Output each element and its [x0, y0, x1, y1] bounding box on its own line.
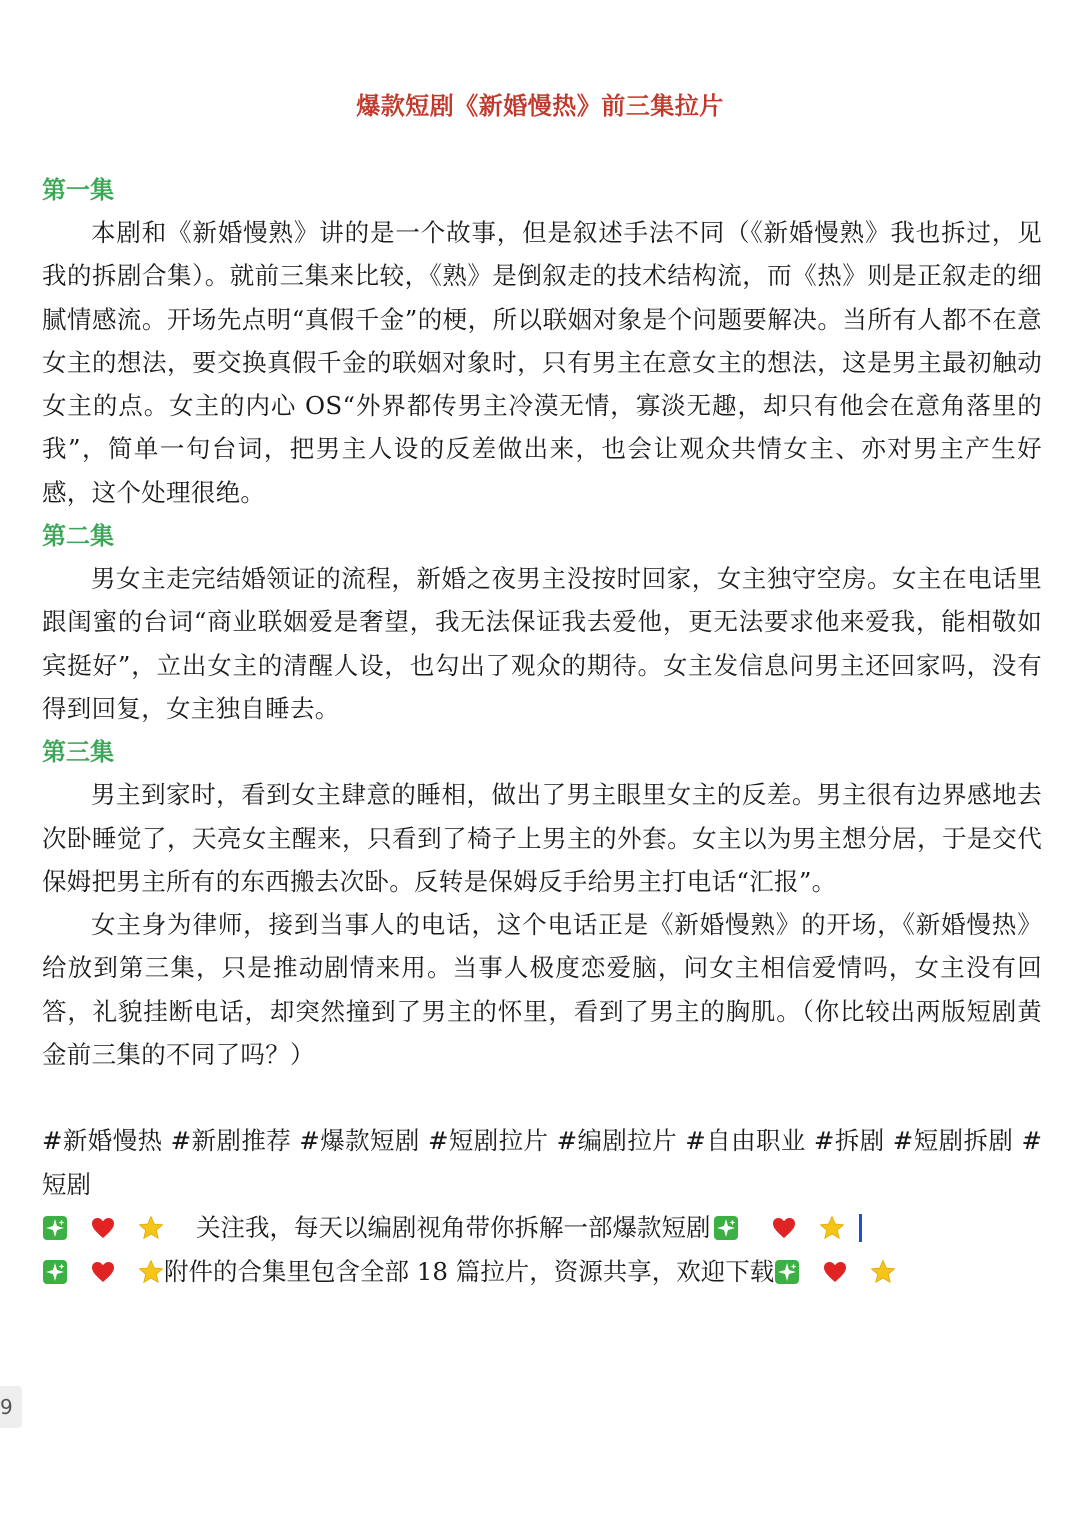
heart-icon: [822, 1259, 848, 1285]
star-icon: [138, 1259, 164, 1285]
star-icon: [138, 1215, 164, 1241]
episode-section-3: [42, 730, 1042, 1076]
episode-heading: 第一集: [42, 175, 114, 204]
page-title: 爆款短剧《新婚慢热》前三集拉片: [356, 91, 724, 120]
heart-icon: [771, 1215, 797, 1241]
promo-line-download: [42, 1250, 1042, 1294]
promo-line-follow: [42, 1206, 1042, 1250]
heart-icon: [90, 1215, 116, 1241]
episode-paragraph: 本剧和《新婚慢熟》讲的是一个故事，但是叙述手法不同（《新婚慢熟》我也拆过，见我的拆剧合集）。就前三集来比较，《熟》是倒叙走的技术结构流，而《热》则是正叙走的细腻情感流。开场先点明“真假千金”的梗，所以联姻对象是个问题要解决。当所有人都不在意女主的想法，要交换真假千金的联姻对象时，只有男主在意女主的想法，这是男主最初触动女主的点。女主的内心 OS“外界都传男主冷漠无情，寡淡无趣，却只有他会在意角落里的我”，简单一句台词，把男主人设的反差做出来，也会让观众共情女主、亦对男主产生好感，这个处理很绝。: [42, 218, 1042, 507]
sparkle-icon: [713, 1215, 739, 1241]
sparkle-icon: [42, 1215, 68, 1241]
episode-heading: 第二集: [42, 521, 114, 551]
episode-heading: 第三集: [42, 737, 114, 767]
episode-section-1: [42, 168, 1042, 514]
heart-icon: [90, 1259, 116, 1285]
promo-text-download: 附件的合集里包含全部 18 篇拉片，资源共享，欢迎下载: [164, 1256, 775, 1286]
episode-paragraph: 男主到家时，看到女主肆意的睡相，做出了男主眼里女主的反差。男主很有边界感地去次卧睡觉了，天亮女主醒来，只看到了椅子上男主的外套。女主以为男主想分居，于是交代保姆把男主所有的东西搬去次卧。反转是保姆反手给男主打电话“汇报”。: [42, 780, 1042, 896]
star-icon: [819, 1215, 845, 1241]
episode-paragraph: 女主身为律师，接到当事人的电话，这个电话正是《新婚慢熟》的开场，《新婚慢热》给放到第三集，只是推动剧情来用。当事人极度恋爱脑，问女主相信爱情吗，女主没有回答，礼貌挂断电话，却突然撞到了男主的怀里，看到了男主的胸肌。（你比较出两版短剧黄金前三集的不同了吗？）: [42, 910, 1042, 1070]
page-number-tab[interactable]: 9: [0, 1386, 22, 1428]
star-icon: [870, 1259, 896, 1285]
promo-text-follow: 关注我，每天以编剧视角带你拆解一部爆款短剧: [196, 1212, 711, 1242]
hashtag-list[interactable]: #新婚慢热 #新剧推荐 #爆款短剧 #短剧拉片 #编剧拉片 #自由职业 #拆剧 #短剧拆剧 #短剧: [42, 1126, 1042, 1199]
episode-section-2: [42, 514, 1042, 730]
article-body: [42, 168, 1042, 1294]
episode-paragraph: 男女主走完结婚领证的流程，新婚之夜男主没按时回家，女主独守空房。女主在电话里跟闺蜜的台词“商业联姻爱是奢望，我无法保证我去爱他，更无法要求他来爱我，能相敬如宾挺好”，立出女主的清醒人设，也勾出了观众的期待。女主发信息问男主还回家吗，没有得到回复，女主独自睡去。: [42, 564, 1042, 723]
sparkle-icon: [42, 1259, 68, 1285]
sparkle-icon: [774, 1259, 800, 1285]
text-cursor: [859, 1214, 862, 1242]
